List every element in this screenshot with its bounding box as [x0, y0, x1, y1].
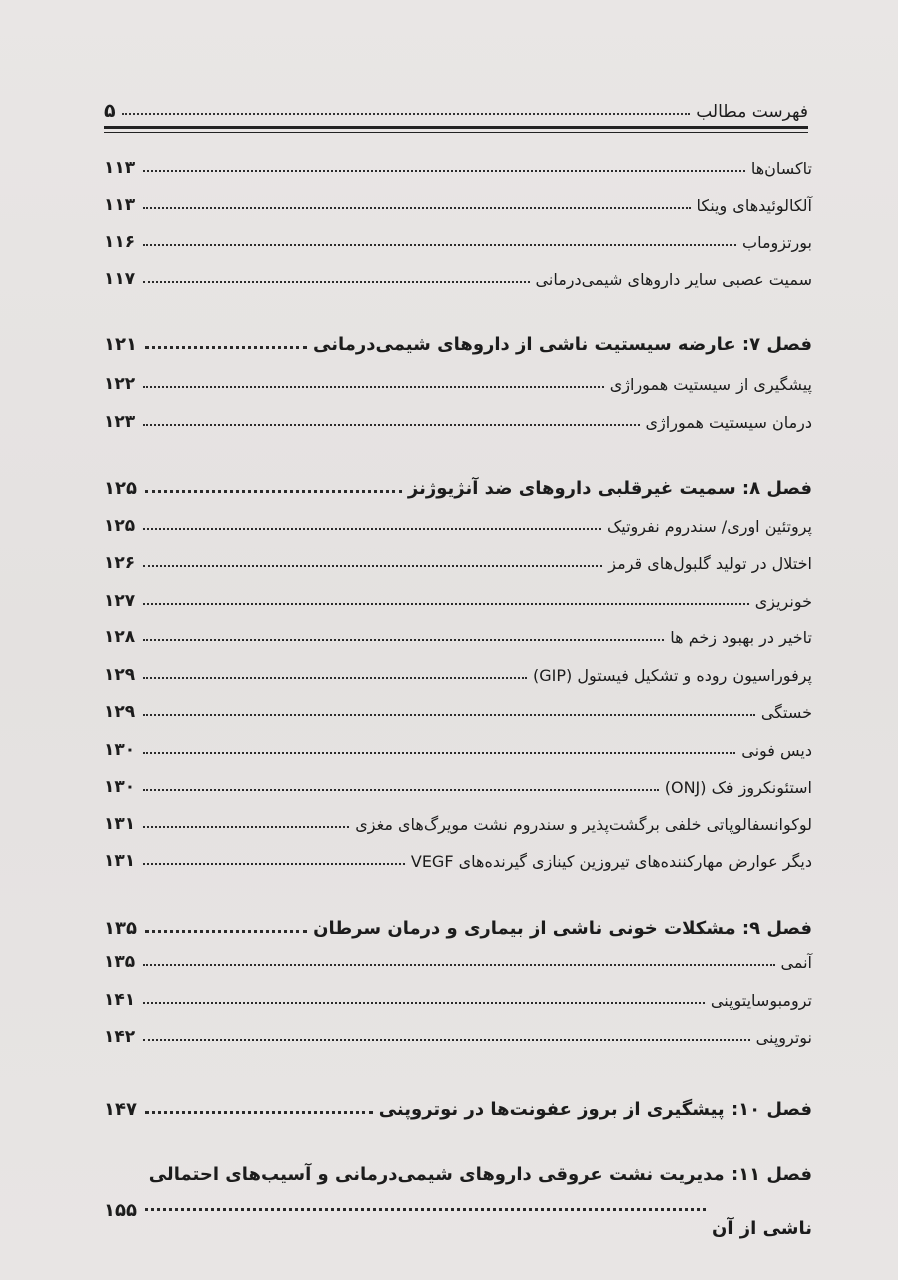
toc-entry-page: ۱۳۵	[104, 918, 137, 939]
toc-entry-page: ۱۲۶	[104, 553, 136, 573]
toc-entry-page: ۱۲۸	[104, 627, 136, 647]
toc-entry-page: ۱۱۷	[104, 269, 136, 289]
toc-leader	[143, 244, 736, 246]
toc-chapter-label: فصل ۹: مشکلات خونی ناشی از بیماری و درمان سرطان	[313, 918, 812, 939]
toc-leader	[143, 714, 755, 716]
toc-entry-page: ۱۲۵	[104, 516, 136, 536]
toc-chapter-entry	[104, 918, 812, 939]
toc-entry-label: آلکالوئیدهای وینکا	[696, 196, 812, 215]
toc-entry-page: ۱۲۹	[104, 702, 136, 722]
toc-chapter-label: فصل ۸: سمیت غیرقلبی داروهای ضد آنژیوژنز	[407, 478, 812, 499]
toc-leader	[143, 170, 745, 172]
toc-entry-page: ۱۲۹	[104, 665, 136, 685]
toc-leader	[145, 930, 307, 933]
toc-entry-label: بورتزوماب	[742, 233, 812, 252]
toc-leader	[145, 490, 402, 493]
header-leader	[122, 113, 691, 115]
toc-entry-page: ۱۳۱	[104, 814, 136, 834]
toc-entry	[104, 412, 812, 432]
toc-entry-page: ۱۳۵	[104, 952, 136, 972]
toc-entry-page: ۱۴۲	[104, 1027, 136, 1047]
toc-leader	[143, 207, 690, 209]
toc-entry-label: دیس فونی	[741, 741, 812, 760]
toc-entry	[104, 627, 812, 647]
toc-chapter-entry	[104, 334, 812, 355]
toc-leader	[143, 528, 601, 530]
toc-entry-label: درمان سیستیت هموراژی	[645, 413, 812, 432]
toc-leader	[143, 826, 349, 828]
toc-leader	[143, 752, 735, 754]
toc-entry-page: ۱۲۷	[104, 591, 136, 611]
toc-entry	[104, 516, 812, 536]
toc-entry-page: ۱۱۳	[104, 158, 136, 178]
toc-entry-label: خونریزی	[754, 592, 812, 611]
toc-leader	[143, 281, 529, 283]
toc-entry	[104, 777, 812, 797]
toc-entry-label: ترومبوسایتوپنی	[710, 991, 812, 1010]
page-header	[104, 92, 808, 122]
toc-entry-page: ۱۱۳	[104, 195, 136, 215]
toc-entry-page: ۱۲۵	[104, 478, 137, 499]
toc-entry-label: آنمی	[780, 953, 812, 972]
toc-entry-label: نوتروپنی	[755, 1028, 812, 1047]
toc-entry	[104, 665, 812, 685]
toc-chapter-entry	[104, 1200, 812, 1239]
header-rule-thick	[104, 126, 808, 129]
toc-entry-label: سمیت عصبی سایر داروهای شیمی‌درمانی	[535, 270, 812, 289]
toc-entry-label: دیگر عوارض مهارکننده‌های تیروزین کینازی گیرنده‌های VEGF	[410, 852, 812, 871]
toc-entry-page: ۱۴۱	[104, 990, 136, 1010]
toc-entry-page: ۱۲۳	[104, 412, 136, 432]
header-rule-thin	[104, 132, 808, 133]
toc-entry-label: تاکسان‌ها	[750, 159, 812, 178]
toc-chapter-entry	[104, 1099, 812, 1120]
header-page-number: ۵	[104, 100, 116, 122]
toc-entry	[104, 374, 812, 394]
toc-entry	[104, 232, 812, 252]
toc-leader	[143, 1039, 750, 1041]
toc-leader	[143, 639, 664, 641]
toc-entry-label: استئونکروز فک (ONJ)	[664, 778, 812, 797]
toc-entry-page: ۱۲۱	[104, 334, 137, 355]
toc-chapter-label: فصل ۷: عارضه سیستیت ناشی از داروهای شیمی‌درمانی	[313, 334, 812, 355]
toc-leader	[143, 603, 749, 605]
toc-leader	[143, 677, 527, 679]
toc-entry-label: اختلال در تولید گلبول‌های قرمز	[608, 554, 812, 573]
toc-entry-label: خستگی	[760, 703, 812, 722]
toc-entry	[104, 702, 812, 722]
toc-entry-label: پیشگیری از سیستیت هموراژی	[609, 375, 812, 394]
toc-leader	[143, 964, 774, 966]
toc-entry-page: ۱۵۵	[104, 1200, 137, 1221]
toc-leader	[145, 346, 307, 349]
toc-chapter-entry	[104, 478, 812, 499]
toc-entry-label: پرفوراسیون روده و تشکیل فیستول (GIP)	[533, 666, 812, 685]
toc-leader	[143, 789, 659, 791]
toc-entry-label: لوکوانسفالوپاتی خلفی برگشت‌پذیر و سندروم نشت مویرگ‌های مغزی	[355, 815, 812, 834]
toc-leader	[143, 1002, 705, 1004]
toc-entry-page: ۱۳۰	[104, 740, 136, 760]
toc-entry-page: ۱۳۱	[104, 851, 136, 871]
toc-leader	[143, 863, 405, 865]
toc-entry-page: ۱۳۰	[104, 777, 136, 797]
toc-leader	[143, 565, 602, 567]
toc-chapter-label: فصل ۱۰: پیشگیری از بروز عفونت‌ها در نوتروپنی	[378, 1099, 812, 1120]
header-title: فهرست مطالب	[696, 102, 808, 122]
toc-leader	[145, 1111, 373, 1114]
toc-entry	[104, 269, 812, 289]
toc-entry-page: ۱۴۷	[104, 1099, 137, 1120]
toc-entry	[104, 158, 812, 178]
toc-leader	[143, 386, 604, 388]
toc-entry	[104, 990, 812, 1010]
toc-entry	[104, 553, 812, 573]
toc-entry-label: تاخیر در بهبود زخم ها	[670, 628, 812, 647]
toc-leader	[143, 424, 639, 426]
toc-chapter-label-continued: ناشی از آن	[711, 1218, 812, 1239]
toc-entry-label: پروتئین اوری/ سندروم نفروتیک	[606, 517, 812, 536]
toc-chapter-label: فصل ۱۱: مدیریت نشت عروقی داروهای شیمی‌درمانی و آسیب‌های احتمالی	[148, 1164, 812, 1185]
toc-entry-page: ۱۱۶	[104, 232, 136, 252]
toc-entry	[104, 814, 812, 834]
toc-entry	[104, 1027, 812, 1047]
toc-entry	[104, 195, 812, 215]
toc-entry	[104, 591, 812, 611]
toc-entry	[104, 952, 812, 972]
toc-entry-page: ۱۲۲	[104, 374, 136, 394]
toc-entry	[104, 740, 812, 760]
toc-entry	[104, 851, 812, 871]
toc-leader	[145, 1208, 706, 1211]
